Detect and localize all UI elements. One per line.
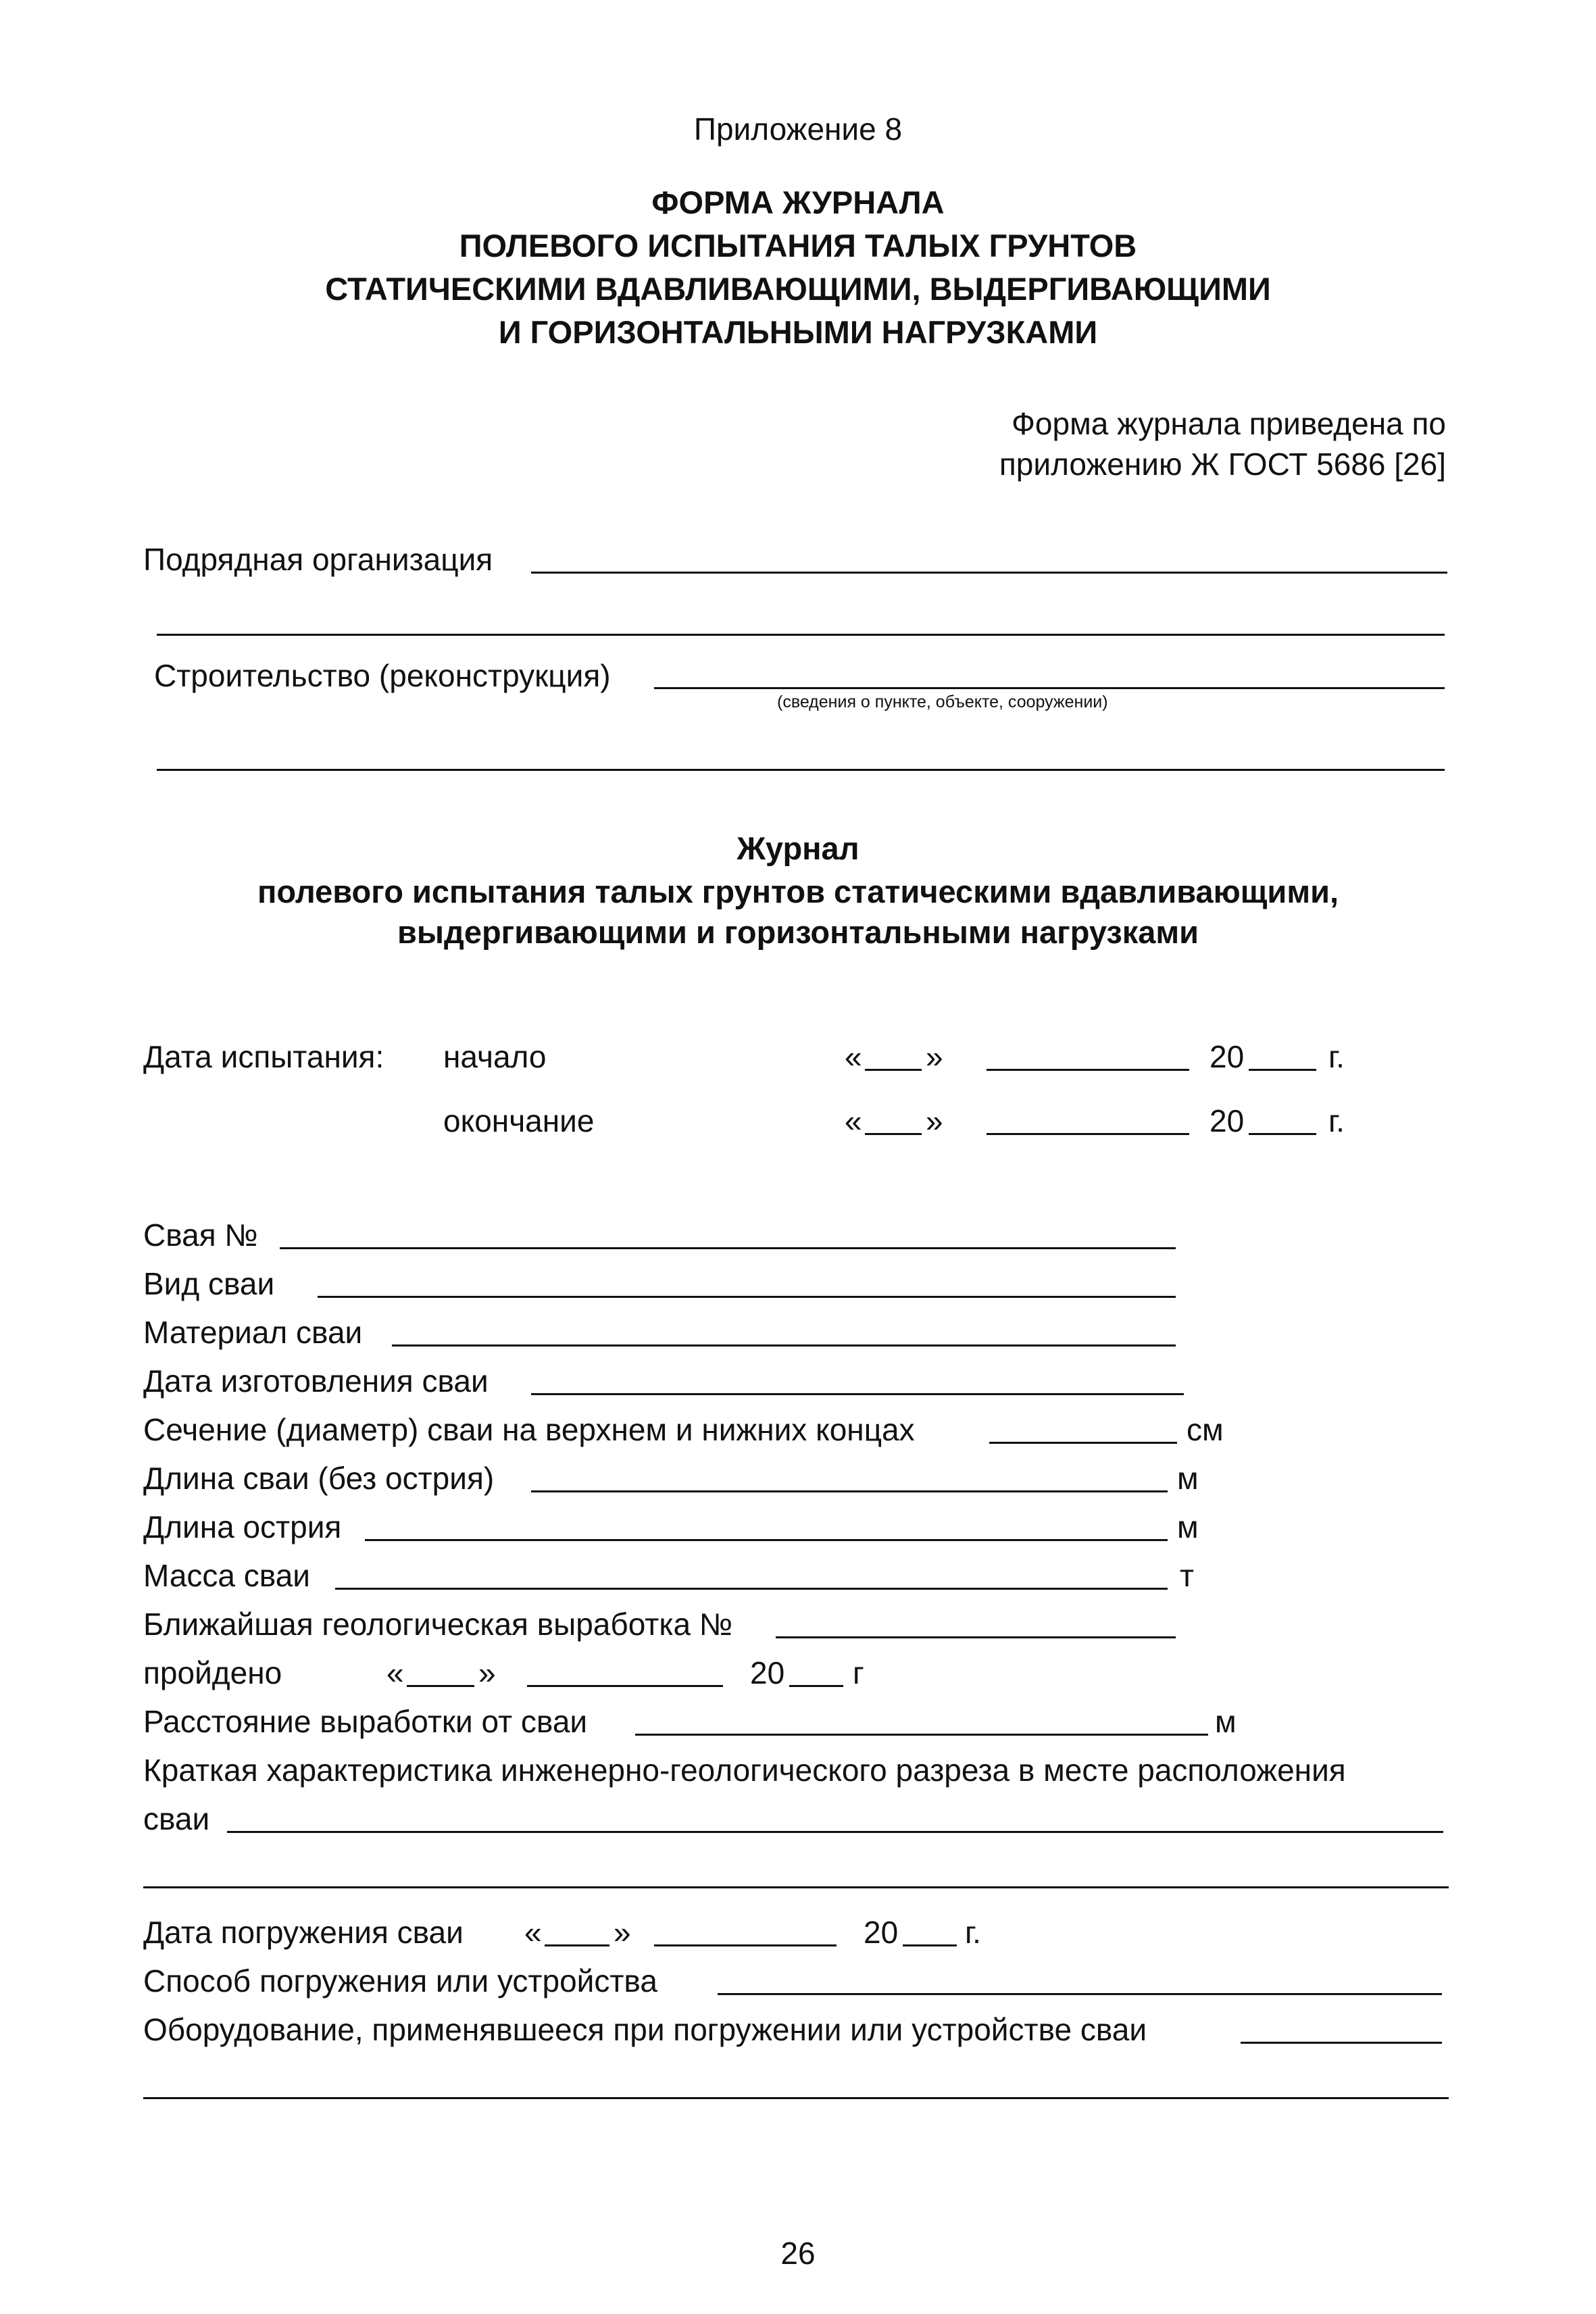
contractor-label: Подрядная организация — [143, 542, 493, 577]
end-month-field[interactable] — [987, 1133, 1189, 1135]
section-desc-label-1: Краткая характеристика инженерно-геологического разреза в месте расположения — [143, 1753, 1346, 1788]
driving-year-prefix: 20 — [864, 1915, 899, 1950]
test-date-label: Дата испытания: — [143, 1039, 384, 1074]
boring-label: Ближайшая геологическая выработка № — [143, 1607, 733, 1642]
form-note-line-2: приложению Ж ГОСТ 5686 [26] — [999, 447, 1446, 482]
page-number: 26 — [780, 2236, 816, 2271]
pile-length-unit: м — [1177, 1461, 1199, 1496]
contractor-field-extra[interactable] — [157, 634, 1445, 636]
passed-quote-close: » — [478, 1655, 496, 1690]
pile-type-label: Вид сваи — [143, 1266, 275, 1301]
tip-length-unit: м — [1177, 1509, 1199, 1544]
pile-length-label: Длина сваи (без острия) — [143, 1461, 495, 1496]
passed-label: пройдено — [143, 1655, 282, 1690]
driving-year-field[interactable] — [903, 1944, 957, 1946]
equipment-field[interactable] — [1241, 2042, 1442, 2044]
driving-month-field[interactable] — [654, 1944, 837, 1946]
driving-method-field[interactable] — [718, 1993, 1442, 1995]
pile-type-field[interactable] — [318, 1296, 1176, 1298]
start-quote-open: « — [845, 1039, 862, 1074]
journal-heading: Журнал — [737, 830, 859, 866]
driving-method-label: Способ погружения или устройства — [143, 1963, 657, 1998]
pile-mass-unit: т — [1180, 1558, 1195, 1593]
start-year-prefix: 20 — [1210, 1039, 1245, 1074]
form-title-line-2: ПОЛЕВОГО ИСПЫТАНИЯ ТАЛЫХ ГРУНТОВ — [459, 228, 1137, 263]
form-title-line-1: ФОРМА ЖУРНАЛА — [651, 184, 945, 220]
pile-section-label: Сечение (диаметр) сваи на верхнем и нижних концах — [143, 1412, 915, 1447]
end-day-field[interactable] — [865, 1133, 922, 1135]
driving-day-field[interactable] — [545, 1944, 609, 1946]
tip-length-label: Длина острия — [143, 1509, 342, 1544]
pile-material-field[interactable] — [392, 1344, 1176, 1347]
contractor-field[interactable] — [531, 572, 1447, 574]
pile-length-field[interactable] — [531, 1490, 1168, 1492]
section-desc-label-2: сваи — [143, 1801, 210, 1836]
pile-mass-label: Масса сваи — [143, 1558, 310, 1593]
pile-manufacture-date-label: Дата изготовления сваи — [143, 1363, 489, 1399]
tip-length-field[interactable] — [365, 1539, 1168, 1541]
distance-field[interactable] — [635, 1734, 1208, 1736]
form-title-line-3: СТАТИЧЕСКИМИ ВДАВЛИВАЮЩИМИ, ВЫДЕРГИВАЮЩИМИ — [325, 271, 1271, 307]
driving-quote-close: » — [614, 1915, 631, 1950]
passed-month-field[interactable] — [527, 1685, 723, 1687]
pile-number-label: Свая № — [143, 1217, 258, 1253]
equipment-label: Оборудование, применявшееся при погружении или устройстве сваи — [143, 2012, 1147, 2047]
driving-date-label: Дата погружения сваи — [143, 1915, 464, 1950]
start-day-field[interactable] — [865, 1069, 922, 1071]
pile-material-label: Материал сваи — [143, 1315, 363, 1350]
passed-year-suffix: г — [853, 1655, 864, 1690]
construction-hint: (сведения о пункте, объекте, сооружении) — [777, 693, 1108, 711]
driving-year-suffix: г. — [965, 1915, 981, 1950]
end-quote-open: « — [845, 1103, 862, 1138]
end-year-prefix: 20 — [1210, 1103, 1245, 1138]
start-year-field[interactable] — [1249, 1069, 1316, 1071]
start-year-suffix: г. — [1328, 1039, 1345, 1074]
test-date-end-label: окончание — [443, 1103, 595, 1138]
form-title-line-4: И ГОРИЗОНТАЛЬНЫМИ НАГРУЗКАМИ — [498, 314, 1098, 350]
pile-section-unit: см — [1187, 1412, 1224, 1447]
passed-quote-open: « — [386, 1655, 404, 1690]
equipment-field-extra[interactable] — [143, 2097, 1449, 2099]
passed-year-field[interactable] — [789, 1685, 843, 1687]
construction-label: Строительство (реконструкция) — [154, 658, 611, 693]
end-year-suffix: г. — [1328, 1103, 1345, 1138]
form-note-line-1: Форма журнала приведена по — [1011, 406, 1446, 441]
pile-mass-field[interactable] — [335, 1588, 1168, 1590]
test-date-start-label: начало — [443, 1039, 547, 1074]
passed-year-prefix: 20 — [750, 1655, 785, 1690]
journal-subtitle-line-1: полевого испытания талых грунтов статическими вдавливающими, — [257, 874, 1339, 909]
start-month-field[interactable] — [987, 1069, 1189, 1071]
boring-number-field[interactable] — [776, 1636, 1176, 1638]
passed-day-field[interactable] — [407, 1685, 474, 1687]
end-year-field[interactable] — [1249, 1133, 1316, 1135]
pile-manufacture-date-field[interactable] — [531, 1393, 1184, 1395]
distance-unit: м — [1215, 1704, 1237, 1739]
construction-field[interactable] — [654, 687, 1445, 689]
end-quote-close: » — [926, 1103, 943, 1138]
section-desc-field[interactable] — [227, 1831, 1443, 1833]
journal-subtitle-line-2: выдергивающими и горизонтальными нагрузками — [397, 914, 1199, 950]
start-quote-close: » — [926, 1039, 943, 1074]
appendix-label: Приложение 8 — [693, 111, 903, 147]
pile-section-field[interactable] — [989, 1442, 1177, 1444]
distance-label: Расстояние выработки от сваи — [143, 1704, 588, 1739]
construction-field-extra[interactable] — [157, 769, 1445, 771]
driving-quote-open: « — [524, 1915, 542, 1950]
section-desc-field-extra[interactable] — [143, 1886, 1449, 1888]
pile-number-field[interactable] — [280, 1247, 1176, 1249]
